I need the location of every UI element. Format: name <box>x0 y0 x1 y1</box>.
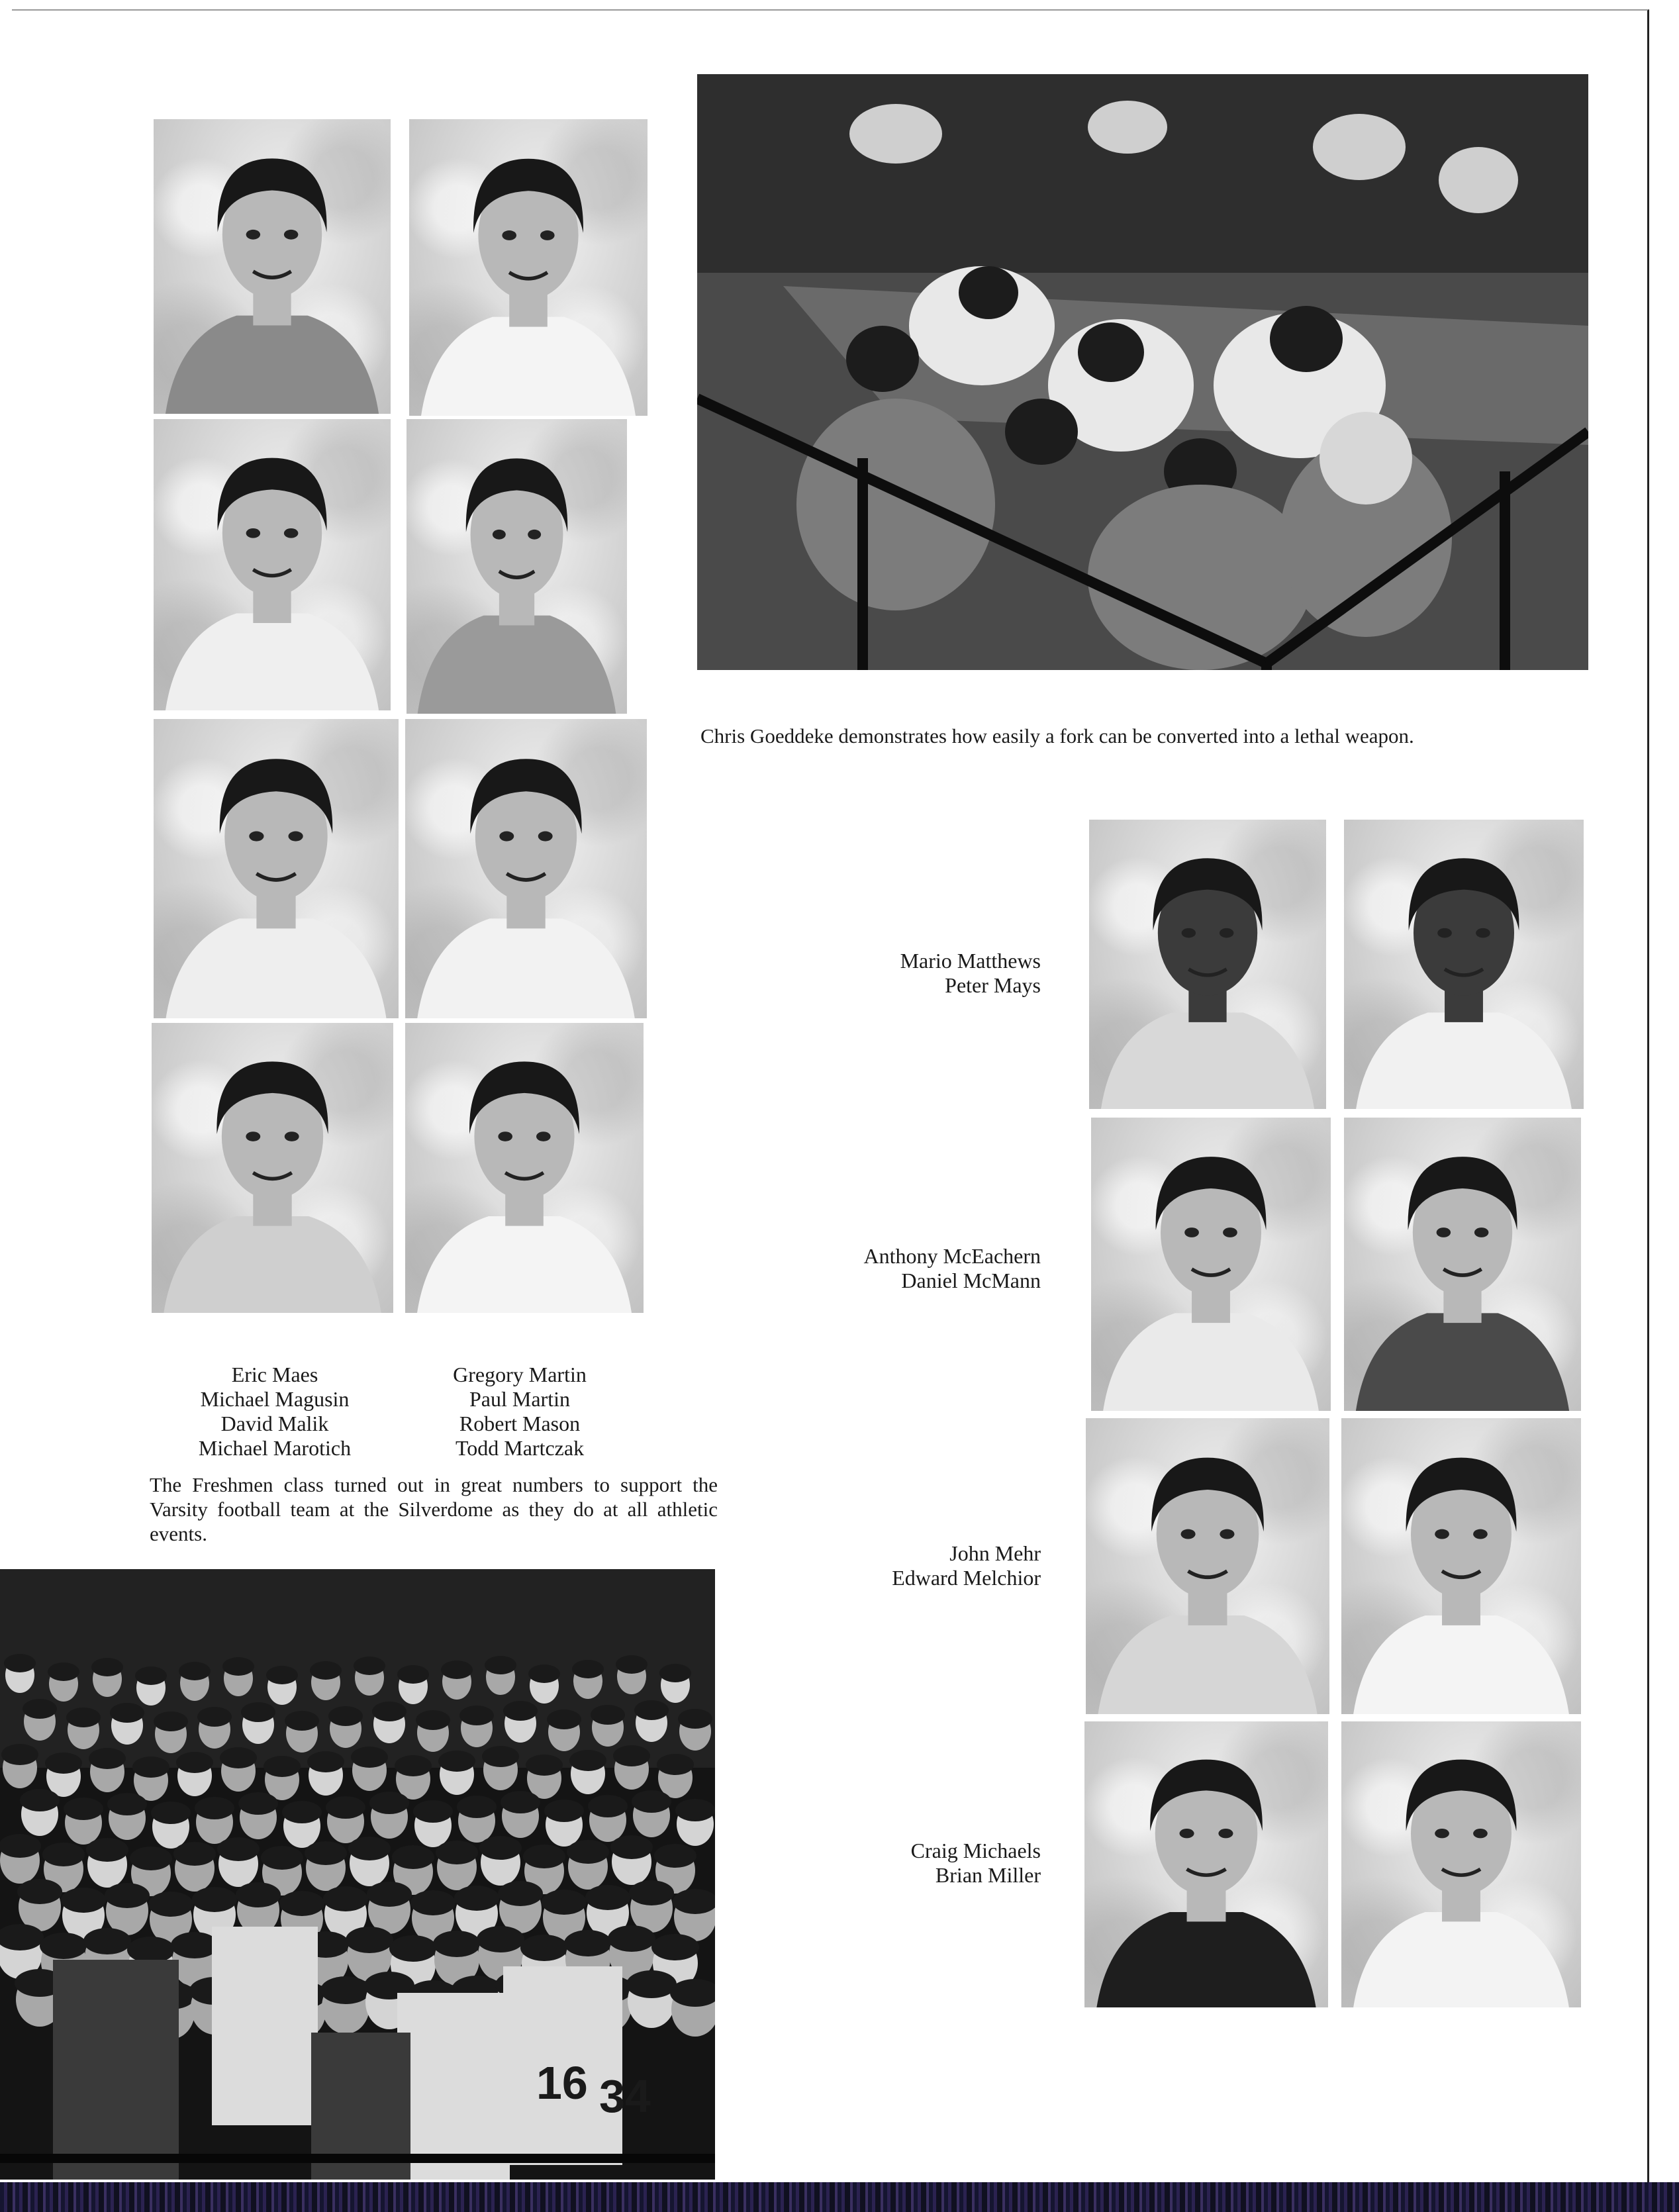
crowd-hair <box>48 1662 79 1681</box>
right-names-2 <box>781 1244 1041 1293</box>
crowd-hair <box>479 1836 522 1860</box>
crowd-hair <box>498 1881 543 1906</box>
student-name: Peter Mays <box>945 973 1041 997</box>
student-portrait <box>407 419 627 714</box>
crowd-hair <box>261 1846 303 1870</box>
crowd-hair <box>241 1702 275 1722</box>
crowd-hair <box>410 1890 456 1915</box>
crowd-hair <box>91 1658 123 1676</box>
crowd-hair <box>195 1797 234 1819</box>
student-portrait <box>1089 820 1326 1109</box>
crowd-hair <box>310 1661 342 1680</box>
crowd-hair <box>372 1702 407 1721</box>
crowd-hair <box>20 1789 60 1811</box>
student-name: Eric Maes <box>231 1363 318 1386</box>
student-name: Todd Martczak <box>455 1436 585 1460</box>
crowd-hair <box>544 1800 584 1822</box>
cafeteria-scene <box>697 74 1588 670</box>
student-portrait <box>154 719 399 1018</box>
crowd-hair <box>367 1882 412 1907</box>
crowd-hair <box>222 1657 254 1676</box>
student-name: Gregory Martin <box>453 1363 587 1386</box>
student-portrait <box>405 719 647 1018</box>
left-names-column-1 <box>169 1363 381 1461</box>
student-portrait <box>1344 820 1584 1109</box>
student-name: Robert Mason <box>459 1412 581 1435</box>
student-portrait <box>405 1023 644 1313</box>
crowd-hair <box>61 1888 106 1913</box>
crowd-hair <box>413 1800 453 1823</box>
crowd-hair <box>441 1660 473 1679</box>
crowd-hair <box>171 1932 218 1958</box>
student-portrait <box>154 419 391 710</box>
crowd-hair <box>173 1842 216 1866</box>
crowd-hair <box>569 1750 606 1771</box>
crowd-hair <box>482 1746 519 1767</box>
crowd-hair <box>192 1887 237 1912</box>
cafeteria-photo <box>697 74 1588 670</box>
right-names-1 <box>781 949 1041 998</box>
crowd-hair <box>23 1699 57 1719</box>
crowd-hair <box>389 1935 437 1962</box>
crowd-hair <box>110 1703 144 1723</box>
crowd-hair <box>678 1709 712 1729</box>
crowd-hair <box>392 1845 434 1869</box>
crowd-hair <box>454 1886 499 1911</box>
crowd-hair <box>307 1751 344 1772</box>
crowd-hair <box>585 1885 630 1910</box>
crowd-hair <box>632 1790 671 1813</box>
crowd-hair <box>485 1656 516 1674</box>
crowd-hair <box>346 1927 393 1953</box>
crowd-hair <box>132 1756 169 1778</box>
student-portrait <box>1086 1418 1329 1714</box>
crowd-hair <box>547 1709 581 1729</box>
crowd-hair <box>542 1890 587 1915</box>
crowd-hair <box>179 1662 211 1680</box>
crowd-hair <box>613 1745 650 1766</box>
crowd-hair <box>83 1928 131 1954</box>
crowd-hair <box>438 1751 475 1772</box>
student-name: Michael Magusin <box>200 1387 350 1411</box>
crowd-hair <box>659 1664 691 1682</box>
crowd-hair <box>42 1843 85 1866</box>
freshmen-caption: The Freshmen class turned out in great numbers to support the Varsity football team at the Silverdome as they do at all athletic events. <box>150 1473 718 1545</box>
crowd-hair <box>217 1837 260 1861</box>
crowd-hair <box>305 1841 347 1865</box>
crowd-hair <box>651 1934 699 1960</box>
crowd-hair <box>572 1660 604 1678</box>
crowd-hair <box>395 1755 432 1776</box>
student-portrait <box>154 119 391 414</box>
right-names-3 <box>781 1541 1041 1590</box>
crowd-hair <box>416 1710 450 1730</box>
crowd-hair <box>369 1792 409 1814</box>
crowd-scene <box>0 1569 715 2180</box>
crowd-hair <box>45 1753 82 1774</box>
crowd-hair <box>567 1840 609 1864</box>
crowd-hair <box>236 1882 281 1907</box>
jersey-number: 34 <box>599 2070 651 2122</box>
crowd-hair <box>564 1930 612 1956</box>
student-name: David Malik <box>220 1412 329 1435</box>
right-names-4 <box>781 1839 1041 1888</box>
crowd-hair <box>105 1883 150 1908</box>
crowd-hair <box>528 1664 560 1683</box>
student-name: Brian Miller <box>935 1863 1041 1887</box>
student-name: Craig Michaels <box>910 1839 1041 1862</box>
student-name: Paul Martin <box>469 1387 570 1411</box>
crowd-hair <box>320 1976 371 2004</box>
student-name: Daniel McMann <box>901 1269 1041 1292</box>
crowd-hair <box>154 1711 188 1731</box>
crowd-hair <box>436 1841 478 1864</box>
student-portrait <box>1084 1721 1328 2007</box>
student-name: Mario Matthews <box>900 949 1041 973</box>
crowd-hair <box>348 1837 391 1860</box>
crowd-hair <box>220 1747 257 1768</box>
crowd-hair <box>279 1891 324 1916</box>
crowd-hair <box>588 1795 628 1817</box>
crowd-hair <box>523 1845 565 1868</box>
scan-edge-strip <box>0 2182 1679 2212</box>
student-portrait <box>1341 1418 1581 1714</box>
jersey-number: 16 <box>536 2057 588 2109</box>
student-name: Michael Marotich <box>198 1436 352 1460</box>
student-name: Edward Melchior <box>892 1566 1041 1590</box>
crowd-hair <box>17 1879 62 1904</box>
crowd-hair <box>328 1706 363 1726</box>
student-portrait <box>1344 1118 1581 1411</box>
crowd-hair <box>86 1838 128 1862</box>
crowd-hair <box>477 1926 524 1952</box>
crowd-hair <box>197 1707 232 1727</box>
crowd-hair <box>135 1666 167 1685</box>
crowd-hair <box>526 1755 563 1776</box>
crowd-hair <box>148 1892 193 1917</box>
crowd-hair <box>459 1706 494 1725</box>
crowd-hair <box>151 1802 191 1824</box>
crowd-hair <box>238 1792 278 1815</box>
crowd-hair <box>675 1799 715 1821</box>
student-portrait <box>1341 1721 1581 2007</box>
crowd-hair <box>397 1665 429 1684</box>
silverdome-crowd-photo <box>0 1569 715 2180</box>
left-names-column-2 <box>414 1363 626 1461</box>
cafeteria-caption: Chris Goeddeke demonstrates how easily a fork can be converted into a lethal weapon. <box>700 724 1414 747</box>
crowd-hair <box>130 1847 172 1870</box>
crowd-hair <box>626 1970 677 1998</box>
crowd-hair <box>520 1935 568 1961</box>
crowd-hair <box>433 1931 481 1957</box>
crowd-hair <box>266 1666 298 1684</box>
student-portrait <box>1091 1118 1331 1411</box>
crowd-hair <box>264 1756 301 1777</box>
crowd-hair <box>629 1880 674 1905</box>
crowd-hair <box>285 1711 319 1731</box>
crowd-hair <box>610 1835 653 1859</box>
student-name: John Mehr <box>949 1541 1041 1565</box>
student-portrait <box>152 1023 393 1313</box>
crowd-hair <box>89 1748 126 1769</box>
crowd-hair <box>176 1752 213 1773</box>
crowd-hair <box>4 1654 36 1672</box>
crowd-hair <box>282 1801 322 1823</box>
crowd-hair <box>127 1937 175 1963</box>
crowd-hair <box>351 1747 388 1768</box>
crowd-hair <box>457 1796 497 1818</box>
crowd-hair <box>591 1705 625 1725</box>
student-portrait <box>409 119 648 416</box>
crowd-hair <box>634 1700 669 1720</box>
crowd-hair <box>657 1754 694 1775</box>
crowd-hair <box>0 1834 41 1858</box>
crowd-hair <box>64 1798 103 1820</box>
crowd-hair <box>40 1933 87 1959</box>
crowd-hair <box>501 1791 540 1813</box>
crowd-hair <box>326 1796 365 1819</box>
crowd-hair <box>323 1886 368 1911</box>
crowd-hair <box>616 1655 648 1674</box>
crowd-hair <box>107 1793 147 1815</box>
crowd-hair <box>354 1657 385 1675</box>
crowd-hair <box>66 1707 101 1727</box>
student-name: Anthony McEachern <box>863 1244 1041 1268</box>
crowd-hair <box>1 1744 38 1765</box>
crowd-hair <box>608 1925 655 1952</box>
crowd-hair <box>503 1701 538 1721</box>
crowd-hair <box>654 1844 696 1868</box>
